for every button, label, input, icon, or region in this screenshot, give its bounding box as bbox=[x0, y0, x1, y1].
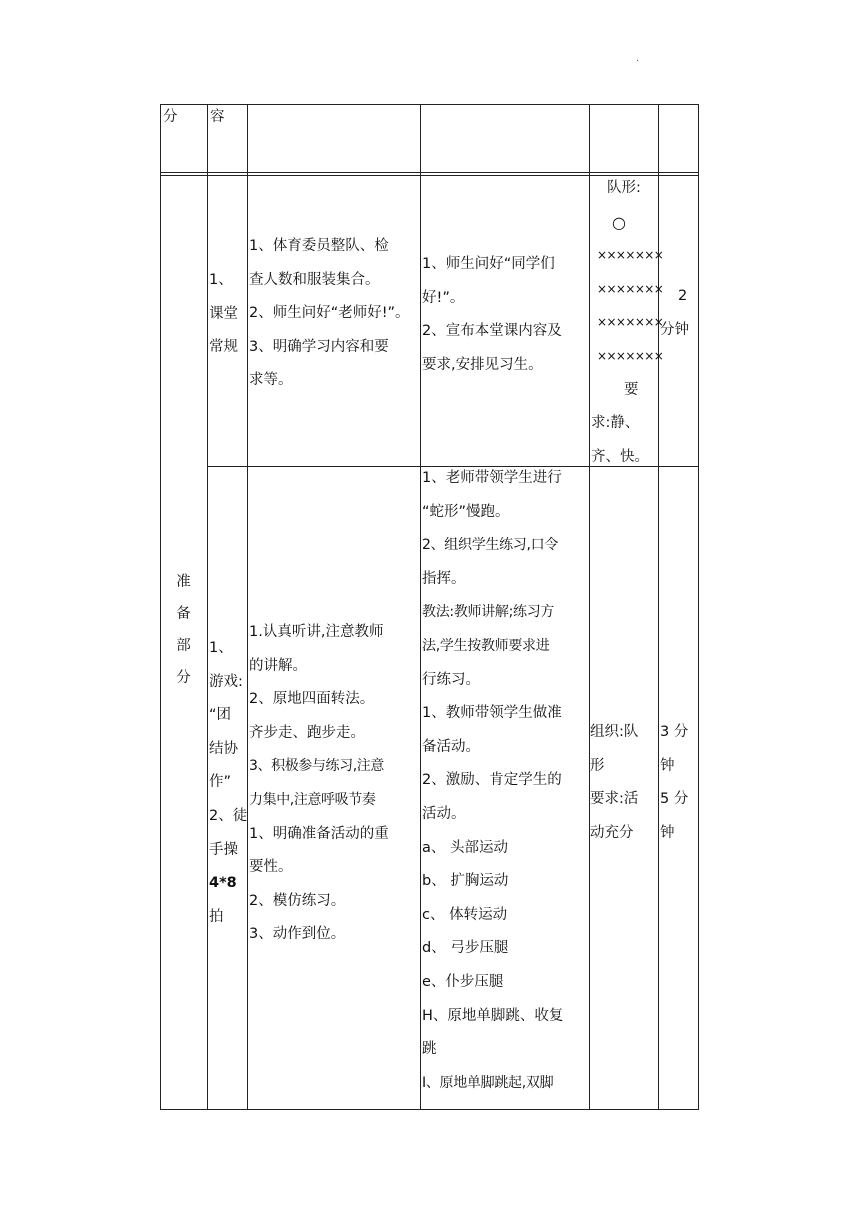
row2-teacher-line: 备活动。 bbox=[422, 738, 480, 755]
row2-teacher-line: 1、教师带领学生做准 bbox=[422, 705, 562, 722]
table-col-divider bbox=[207, 104, 208, 1110]
formation-row: ××××××× bbox=[597, 315, 664, 330]
row2-content-line: 1、 bbox=[209, 640, 233, 656]
formation-requirement-line: 齐、快。 bbox=[591, 448, 649, 465]
row2-teacher-activity bbox=[422, 462, 563, 1100]
row2-teacher-line: “蛇形”慢跑。 bbox=[422, 503, 510, 520]
row2-time-line: 5 分 bbox=[660, 791, 689, 808]
formation-row: ××××××× bbox=[597, 281, 664, 296]
formation-row: ××××××× bbox=[597, 348, 664, 363]
row1-student-line: 求等。 bbox=[249, 372, 293, 389]
row2-teacher-line: I、原地单脚跳起,双脚 bbox=[422, 1074, 554, 1091]
table-col-divider bbox=[247, 104, 248, 1110]
row1-teacher-line: 好!”。 bbox=[422, 289, 465, 306]
row2-time-line: 钟 bbox=[660, 757, 675, 774]
page-mark: · bbox=[636, 56, 640, 67]
section-label-char: 分 bbox=[176, 670, 191, 686]
row2-content-line: 结协 bbox=[209, 740, 238, 757]
header-cell-2: 容 bbox=[210, 109, 225, 125]
row1-teacher-line: 1、师生问好“同学们 bbox=[422, 256, 555, 272]
table-col-divider bbox=[420, 104, 421, 1110]
row2-student-line: 3、动作到位。 bbox=[249, 926, 346, 943]
row2-teacher-line: d、 弓步压腿 bbox=[422, 940, 509, 957]
row1-time bbox=[660, 280, 698, 347]
row2-student-line: 2、模仿练习。 bbox=[249, 892, 346, 909]
row2-content-line: 拍 bbox=[209, 908, 224, 925]
teacher-position-circle-icon: ○ bbox=[612, 212, 626, 232]
row2-teacher-line: 指挥。 bbox=[422, 570, 466, 587]
row2-teacher-line: 2、组织学生练习,口令 bbox=[422, 537, 559, 554]
row1-teacher-line: 2、宣布本堂课内容及 bbox=[422, 323, 562, 340]
row2-content bbox=[209, 632, 247, 934]
row1-student-activity bbox=[249, 230, 410, 398]
row2-teacher-line: H、原地单脚跳、收复 bbox=[422, 1007, 564, 1024]
row2-student-line: 2、原地四面转法。 bbox=[249, 691, 375, 708]
row2-teacher-line: 法,学生按教师要求进 bbox=[422, 637, 550, 654]
row2-organization bbox=[590, 716, 638, 850]
row1-content-line: 常规 bbox=[209, 339, 238, 356]
formation-row: ××××××× bbox=[597, 248, 664, 263]
row1-time-line: 分钟 bbox=[660, 321, 689, 338]
section-label-char: 部 bbox=[176, 638, 191, 654]
row2-teacher-line: 跳 bbox=[422, 1041, 437, 1058]
row1-student-line: 3、明确学习内容和要 bbox=[249, 338, 389, 355]
section-label-char: 备 bbox=[176, 606, 191, 622]
row2-time bbox=[660, 716, 688, 850]
formation-requirement-line: 求:静、 bbox=[591, 415, 640, 432]
row2-teacher-line: 1、老师带领学生进行 bbox=[422, 470, 562, 486]
row2-content-line: “团 bbox=[209, 707, 232, 724]
row2-student-line: 齐步走、跑步走。 bbox=[249, 724, 365, 741]
row2-teacher-line: b、 扩胸运动 bbox=[422, 873, 509, 890]
row2-teacher-line: 教法:教师讲解;练习方 bbox=[422, 604, 555, 621]
row1-content-line: 课堂 bbox=[209, 305, 238, 322]
row2-student-line: 3、积极参与练习,注意 bbox=[249, 758, 384, 775]
row2-time-line: 3 分 bbox=[660, 724, 689, 740]
table-border-top bbox=[160, 104, 699, 105]
section-label-char: 准 bbox=[176, 574, 191, 590]
row2-student-activity bbox=[249, 616, 389, 952]
row2-time-line: 钟 bbox=[660, 824, 675, 841]
row2-org-line: 形 bbox=[590, 757, 605, 774]
row2-student-line: 力集中,注意呼吸节奏 bbox=[249, 791, 376, 808]
row2-content-line: 游戏: bbox=[209, 673, 243, 690]
row2-teacher-line: 活动。 bbox=[422, 805, 466, 822]
table-border-right bbox=[698, 104, 699, 1110]
row1-time-line: 2 bbox=[678, 288, 688, 304]
row2-teacher-line: c、 体转运动 bbox=[422, 906, 508, 923]
row2-content-line: 2、徒 bbox=[209, 807, 248, 824]
row1-student-line: 查人数和服装集合。 bbox=[249, 271, 380, 288]
row2-teacher-line: a、 头部运动 bbox=[422, 839, 508, 856]
row2-student-line: 1、明确准备活动的重 bbox=[249, 825, 389, 842]
row2-teacher-line: 2、激励、肯定学生的 bbox=[422, 772, 562, 789]
row2-teacher-line: e、仆步压腿 bbox=[422, 973, 504, 990]
section-label bbox=[160, 566, 207, 694]
row1-content-line: 1、 bbox=[209, 272, 233, 288]
row2-content-line: 作” bbox=[209, 774, 232, 791]
row2-org-line: 动充分 bbox=[590, 824, 634, 841]
lesson-plan-table bbox=[160, 104, 699, 1110]
row2-org-line: 要求:活 bbox=[590, 791, 639, 808]
table-border-bottom bbox=[160, 1109, 699, 1110]
header-cell-1: 分 bbox=[163, 109, 178, 125]
row2-content-line: 4*8 bbox=[209, 875, 237, 892]
row2-student-line: 1.认真听讲,注意教师 bbox=[249, 624, 384, 640]
row1-teacher-line: 要求,安排见习生。 bbox=[422, 356, 543, 373]
row2-content-line: 手操 bbox=[209, 841, 238, 858]
row1-teacher-activity bbox=[422, 248, 562, 382]
row1-content bbox=[209, 264, 238, 365]
row2-org-line: 组织:队 bbox=[590, 724, 639, 740]
row2-student-line: 的讲解。 bbox=[249, 657, 307, 674]
row2-student-line: 要性。 bbox=[249, 859, 293, 876]
formation-requirement-line: 要 bbox=[624, 381, 639, 398]
row1-student-line: 2、师生问好“老师好!”。 bbox=[249, 305, 410, 322]
formation-title: 队形: bbox=[607, 180, 641, 196]
row2-teacher-line: 行练习。 bbox=[422, 671, 480, 688]
row1-student-line: 1、体育委员整队、检 bbox=[249, 238, 389, 254]
row1-organization bbox=[590, 172, 664, 474]
